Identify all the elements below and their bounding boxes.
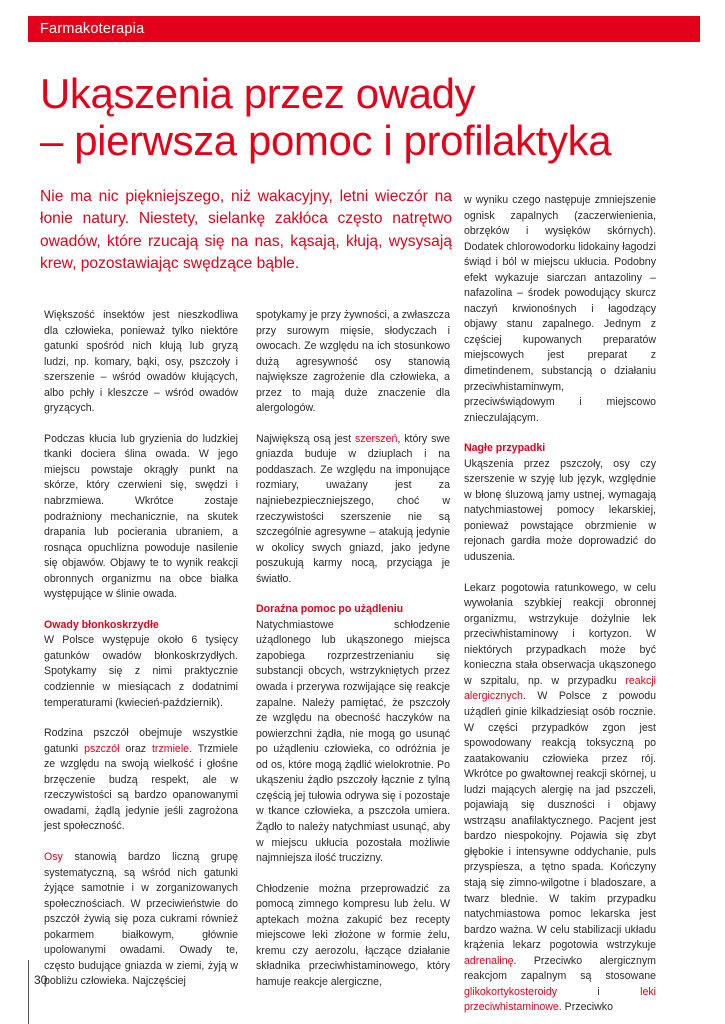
highlight-term: szerszeń [354,432,398,445]
paragraph: Natychmiastowe schłodzenie użądlonego lub ukąszonego miejsca zapobiega rozprzestrzenianiu się substancji obcych, wstrzykniętych przez owada i przerywa rozwijające się reakcje zapalne. Należy pamiętać, że pszczoły ze względu na obecność haczyków na powierzchni żądła, nie mogą go usunąć po użądleniu człowieka, co odróżnia je od os, które mogą żądlić wielokrotnie. Po ukąszeniu żądło pszczoły łącznie z tylną częścią jej tułowia odrywa się i pozostaje w tkance człowieka, a pszczoła umiera. Żądło to należy natychmiast usunąć, aby w miejscu ukłucia pozostała możliwie najmniejsza ilość truczizny. [256,618,450,865]
text-run: Lekarz pogotowia ratunkowego, w celu wywołania szybkiej reakcji obronnej organizmu, wstrzykuje dożylnie lek przeciwhistaminowy i kortyzon. W niektórych przypadkach może być konieczna stała obserwacja ukąszonego w szpitalu, np. w przypadku [464,581,656,687]
paragraph: spotykamy je przy żywności, a zwłaszcza przy surowym mięsie, słodyczach i owocach. Ze względu na ich stosunkowo dużą agresywność osy stanowią największe zagrożenie dla człowieka, a przez to mają duże znaczenie dla alergologów. [256,309,450,415]
text-run: . Przeciwko alergicznym reakcjom zapalnym są stosowane [464,954,656,983]
highlight-term: Osy [44,850,63,863]
text-run: i [557,985,641,998]
highlight-term: leki przeciwhistaminowe [464,985,656,1014]
text-run: stanowią bardzo liczną grupę systematyczną, są wśród nich gatunki żyjące samotnie i w zorganizowanych społecznościach. W przeciwieństwie do pszczół żywią się poza cukrami również pokarmem białkowym, głównie upolowanymi owadami. Owady te, często budujące gniazda w ziemi, żyją w pobliżu człowieka. Najczęściej [44,850,238,988]
section-header-band [28,16,700,42]
paragraph: Większość insektów jest nieszkodliwa dla człowieka, ponieważ tylko niektóre gatunki spośród nich kłują lub gryzą ludzi, np. komary, bąki, osy, pszczoły i szerszenie – wśród owadów kłujących, albo pchły i kleszcze – wśród owadów gryzących. [44,309,238,415]
highlight-term: adrenalinę [464,954,514,967]
highlight-term: reakcji alergicznych [464,674,656,703]
paragraph: Chłodzenie można przeprowadzić za pomocą zimnego kompresu lub żelu. W aptekach można zakupić bez recepty miejscowe leki złożone w formie żelu, kremu czy aerozolu, łączące działanie składnika przeciwhistaminowego, który hamuje reakcje alergiczne, [256,882,450,988]
text-run: Największą osą jest [256,432,355,445]
title-line-1: Ukąszenia przez owady [40,70,476,117]
paragraph: Ukąszenia przez pszczoły, osy czy szerszenie w szyję lub język, względnie w błonę śluzową jamy ustnej, wymagają natychmiastowej pomocy lekarskiej, ponieważ powstające obrzmienie w rejonach gardła może doprowadzić do uduszenia. [464,457,656,564]
paragraph [464,581,656,1016]
paragraph [44,726,238,835]
paragraph: w wyniku czego następuje zmniejszenie ognisk zapalnych (zaczerwienienia, obrzęków i wysięków skórnych). Dodatek chlorowodorku lidokainy łagodzi świąd i ból w miejscu ukłucia. Podobny efekt wykazuje siarczan antazoliny – nafazolina – środek powodujący skurcz naczyń krwionośnych i łagodzący objawy stanu zapalnego. Jednym z częściej kupowanych preparatów miejscowych jest preparat z dimetindenem, substancją o działaniu przeciwhistaminwym, przeciwświądowym i miejscowo znieczulającym. [464,194,656,424]
paragraph: Podczas kłucia lub gryzienia do ludzkiej tkanki dociera ślina owada. W jego miejscu powstaje okrągły punkt na skórze, który czerwieni się, swędzi i nabrzmiewa. Wkrótce zostaje podrażniony mechanicznie, na skutek drapania lub pocierania ubraniem, a rosnąca opuchlizna powoduje nasilenie się objawów. Objawy te to wynik reakcji obronnych organizmu na obce białka występujące w ślinie owada. [44,432,238,601]
subheading-nagle: Nagłe przypadki [464,442,546,455]
paragraph: W Polsce występuje około 6 tysięcy gatunków owadów błonkoskrzydłych. Spotykamy się z nimi praktycznie codziennie w miesiącach z dodatnimi temperaturami (kwiecień-październik). [44,634,238,709]
text-run: , który swe gniazda buduje w dziuplach i na poddaszach. Ze względu na imponujące rozmiary, uważany jest za najniebezpieczniejszego, choć w rzeczywistości szerszenie nie są szczególnie agresywne – atakują jedynie w okolicy swych gniazd, jako jedyne poszukują karmy nocą, przyciąga je światło. [256,432,450,585]
column-2 [256,308,450,990]
text-run: Rodzina pszczół obejmuje wszystkie gatunki [44,727,238,755]
article-title [40,70,700,164]
highlight-term: glikokortykosteroidy [464,985,558,998]
text-run: oraz [119,742,152,755]
lead-paragraph: Nie ma nic piękniejszego, niż wakacyjny, letni wieczór na łonie natury. Niestety, sielankę zakłóca często natrętwo owadów, które rzucają się na nas, kąsają, kłują, wysysają krew, pozostawiając swędzące bąble. [40,188,452,273]
paragraph [44,850,238,990]
highlight-term: trzmiele [151,742,190,755]
column-3 [464,193,656,1016]
text-run: . Przeciwko [558,1001,613,1014]
section-label: Farmakoterapia [40,21,145,37]
text-run: . W Polsce z powodu użądleń ginie kilkadziesiąt osób rocznie. W części przypadków zgon jest spowodowany reakcją toksyczną po zaatakowaniu człowieka przez rój. Wkrótce po gwałtownej reakcji skórnej, u ludzi mających alergię na jad pszczeli, pojawiają się duszności i objawy wstrząsu anafilaktycznego. Pacjent jest bardzo niespokojny. Pojawia się zbyt głębokie i intensywne oddychanie, puls przyspiesza, a tętno spada. Kończyny stają się zimno-wilgotne i bladoszare, a twarz blednie. W takim przypadku natychmiastowa pomoc lekarska jest bardzo ważna. W celu stabilizacji układu krążenia lekarz pogotowia wstrzykuje [464,690,656,952]
highlight-term: pszczół [84,742,120,755]
subheading-pomoc: Doraźna pomoc po użądleniu [256,603,404,616]
paragraph [256,432,450,587]
page-number: 30 [34,973,48,987]
column-1 [44,308,238,990]
subheading-owady: Owady błonkoskrzydłe [44,618,159,631]
title-line-2: – pierwsza pomoc i profilaktyka [40,117,612,164]
margin-rule [28,960,29,1024]
text-run: . Trzmiele ze względu na swoją wielkość i głośne brzęczenie budzą respekt, ale w rzeczywistości są bardzo opanowanymi owadami, żądlą jedynie jeśli zagrożona jest społeczność. [44,742,239,833]
